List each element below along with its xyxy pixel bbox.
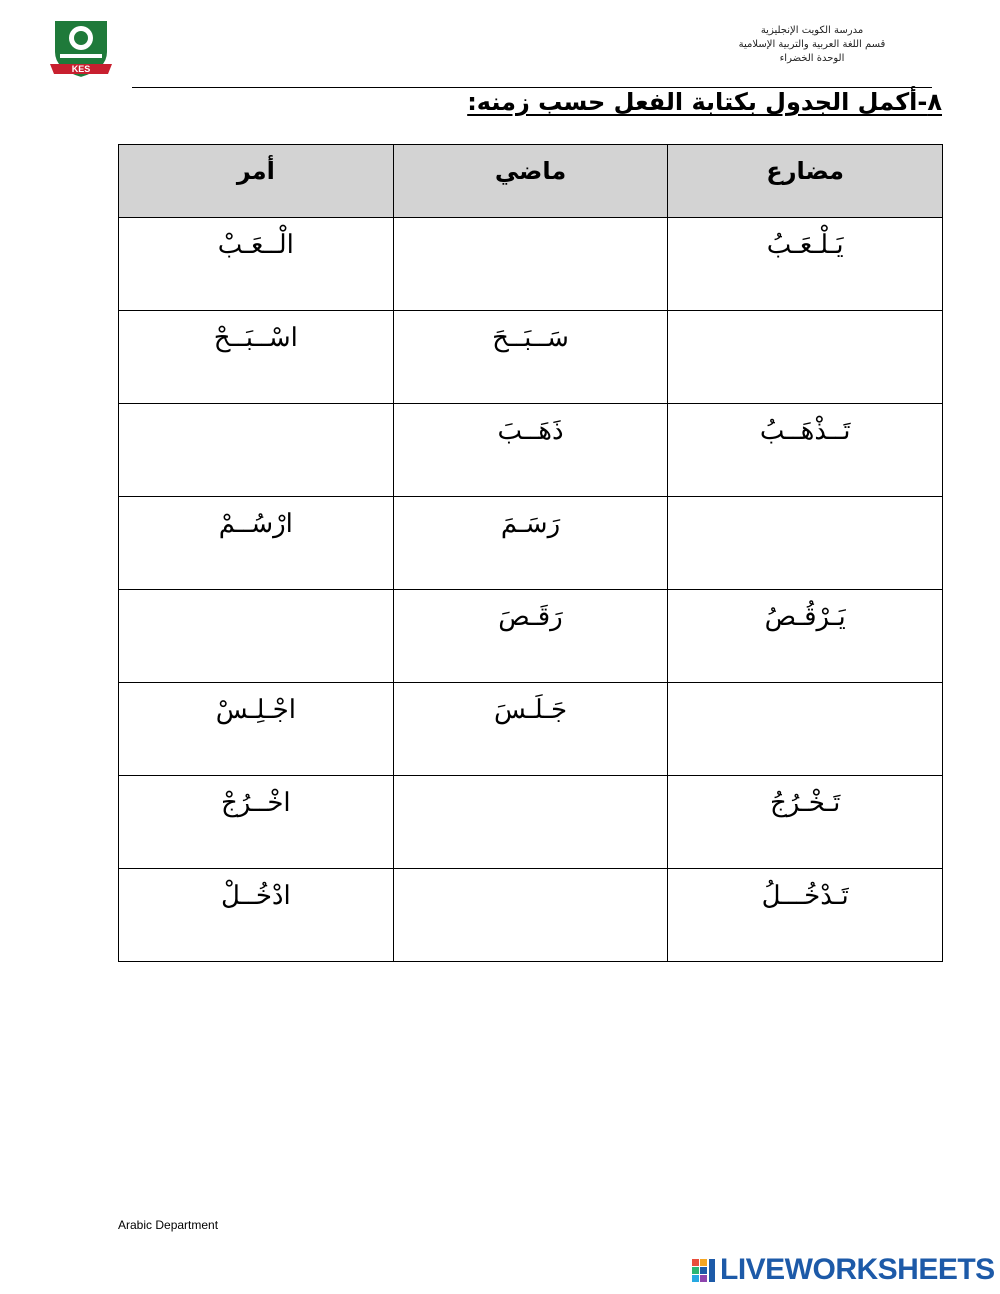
verb-table xyxy=(118,144,943,962)
question-title: ٨-أكمل الجدول بكتابة الفعل حسب زمنه: xyxy=(467,88,942,116)
answer-cell-imperative[interactable] xyxy=(119,590,394,683)
table-row xyxy=(119,311,943,404)
header-present: مضارع xyxy=(668,145,943,218)
cell-imperative: اسْــبَــحْ xyxy=(119,311,394,404)
cell-past: رَقَـصَ xyxy=(393,590,668,683)
cell-past: جَـلَـسَ xyxy=(393,683,668,776)
header-imperative: أمر xyxy=(119,145,394,218)
logo-text: KES xyxy=(71,64,91,74)
answer-cell-present[interactable] xyxy=(668,311,943,404)
cell-present: تَــذْهَــبُ xyxy=(668,404,943,497)
cell-present: يَـلْـعَـبُ xyxy=(668,218,943,311)
cell-present: تَـخْـرُجُ xyxy=(668,776,943,869)
cell-present: تَـدْخُـــلُ xyxy=(668,869,943,962)
footer-department: Arabic Department xyxy=(118,1218,219,1232)
table-row xyxy=(119,590,943,683)
table-row xyxy=(119,497,943,590)
liveworksheets-brand xyxy=(692,1254,995,1286)
table-header-row xyxy=(119,145,943,218)
brand-text: LIVEWORKSHEETS xyxy=(720,1253,995,1286)
table-row xyxy=(119,869,943,962)
answer-cell-past[interactable] xyxy=(393,869,668,962)
answer-cell-past[interactable] xyxy=(393,218,668,311)
answer-cell-present[interactable] xyxy=(668,683,943,776)
unit-name: الوحدة الخضراء xyxy=(779,53,845,64)
cell-past: سَــبَــحَ xyxy=(393,311,668,404)
cell-imperative: الْــعَـبْ xyxy=(119,218,394,311)
answer-cell-imperative[interactable] xyxy=(119,404,394,497)
table-row xyxy=(119,404,943,497)
cell-past: رَسَـمَ xyxy=(393,497,668,590)
table-row xyxy=(119,776,943,869)
cell-imperative: ارْسُــمْ xyxy=(119,497,394,590)
table-row xyxy=(119,683,943,776)
school-name: مدرسة الكويت الإنجليزية xyxy=(760,25,864,36)
answer-cell-past[interactable] xyxy=(393,776,668,869)
department-name: قسم اللغة العربية والتربية الإسلامية xyxy=(738,39,886,50)
header-past: ماضي xyxy=(393,145,668,218)
cell-present: يَـرْقُـصُ xyxy=(668,590,943,683)
liveworksheets-icon xyxy=(692,1257,716,1283)
answer-cell-present[interactable] xyxy=(668,497,943,590)
cell-imperative: اخْــرُجْ xyxy=(119,776,394,869)
cell-past: ذَهَــبَ xyxy=(393,404,668,497)
cell-imperative: ادْخُــلْ xyxy=(119,869,394,962)
school-info xyxy=(682,24,942,66)
school-logo xyxy=(46,14,116,80)
cell-imperative: اجْـلِـسْ xyxy=(119,683,394,776)
table-row xyxy=(119,218,943,311)
